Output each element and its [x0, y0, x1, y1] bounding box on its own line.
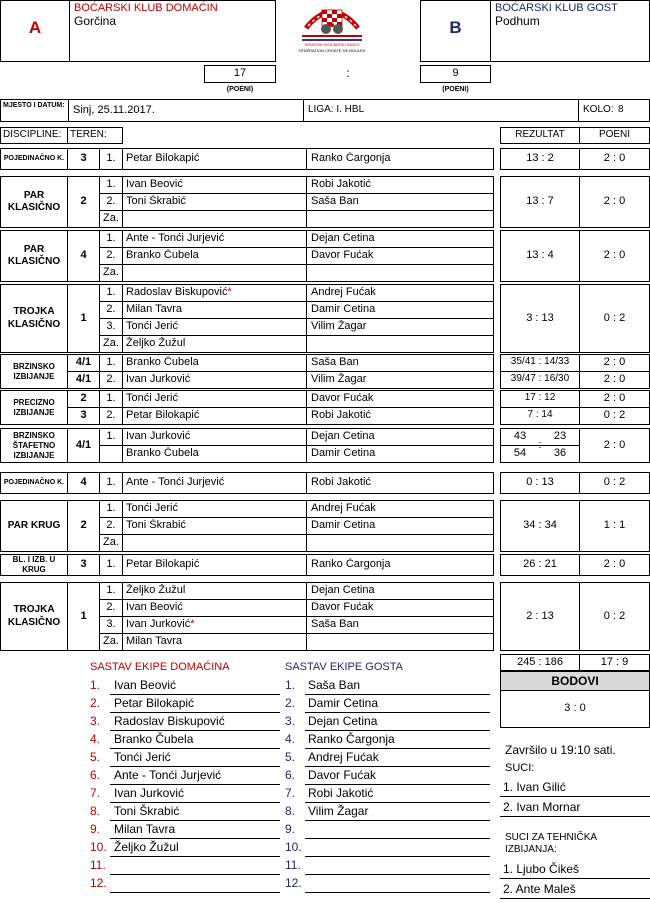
signature-line: [305, 856, 490, 857]
signature-line: [110, 784, 280, 785]
roster-number: 10.: [90, 840, 107, 854]
roster-number: 5.: [90, 750, 101, 764]
teren-value: 4/1: [75, 373, 92, 385]
away-player-name: Ranko Čargonja: [311, 152, 391, 164]
home-club-name: Gorčina: [74, 14, 117, 28]
signature-line: [110, 766, 280, 767]
player-slot-number: 1.: [106, 430, 116, 442]
roster-number: 4.: [285, 732, 296, 746]
away-player-name: Saša Ban: [311, 195, 359, 207]
signature-line: [305, 730, 490, 731]
player-slot-number: 1.: [106, 232, 116, 244]
player-slot-number: 2.: [106, 195, 116, 207]
home-player-name: Ante - Tonći Jurjević: [126, 476, 225, 488]
teren-value: 4/1: [75, 438, 92, 451]
home-player-name: Radoslav Biskupović*: [126, 286, 232, 298]
away-player-name: Davor Fućak: [311, 601, 374, 613]
row-divider: [99, 616, 494, 617]
roster-number: 2.: [285, 696, 296, 710]
tech-judge-2: 2. Ante Maleš: [503, 882, 576, 896]
away-club-name: Podhum: [495, 14, 540, 28]
roster-number: 5.: [285, 750, 296, 764]
away-player-name: Robi Jakotić: [311, 409, 371, 421]
row-divider: [99, 210, 494, 211]
home-player-name: Željko Žužul: [126, 584, 186, 596]
away-player-name: Robi Jakotić: [311, 476, 371, 488]
signature-line: [110, 820, 280, 821]
away-player-name: Robi Jakotić: [311, 178, 371, 190]
away-player-name: Andrej Fućak: [311, 286, 376, 298]
discipline-label: PAR KLASIČNO: [0, 176, 68, 228]
result-value: 35/41 : 14/33: [510, 356, 570, 367]
away-player-name: Saša Ban: [311, 356, 359, 368]
finish-time: Završilo u 19:10 sati.: [505, 743, 616, 757]
away-player-name: Saša Ban: [311, 618, 359, 630]
points-value: 0 : 2: [603, 409, 626, 421]
teren-value: 1: [80, 609, 87, 622]
roster-player-name: Željko Žužul: [114, 840, 179, 854]
player-slot-number: 1.: [106, 476, 116, 488]
roster-player-name: Tonći Jerić: [114, 750, 171, 764]
home-player-name: Ivan Beović: [126, 178, 183, 190]
home-player-name: Ivan Jurković: [126, 373, 191, 385]
row-divider: [99, 599, 494, 600]
points-value: 2 : 0: [603, 438, 626, 451]
disc-header-label: DISCIPLINE:: [3, 129, 62, 140]
total-poeni: 17 : 9: [600, 656, 629, 668]
player-slot-number: 2.: [106, 249, 116, 261]
signature-line: [110, 892, 280, 893]
home-letter: A: [28, 18, 42, 37]
points-value: 2 : 0: [603, 356, 626, 368]
tech-judge-1: 1. Ljubo Čikeš: [503, 862, 580, 876]
result-value: 23: [553, 430, 567, 442]
roster-number: 11.: [90, 858, 106, 872]
home-player-name: Milan Tavra: [126, 303, 183, 315]
away-player-name: Vilim Žagar: [311, 373, 367, 385]
result-value: 13 : 7: [526, 195, 554, 207]
discipline-label: POJEDINAČNO K.: [0, 472, 68, 494]
signature-line: [305, 694, 490, 695]
roster-number: 6.: [90, 768, 101, 782]
discipline-label: TROJKA KLASIČNO: [0, 284, 68, 353]
judge-2: 2. Ivan Mornar: [503, 800, 581, 814]
away-letter: B: [449, 18, 462, 37]
substitution-marker: *: [190, 618, 195, 630]
column-divider: [306, 500, 307, 552]
away-roster-title: SASTAV EKIPE GOSTA: [285, 661, 403, 673]
signature-line: [305, 838, 490, 839]
player-slot-number: 1.: [106, 584, 116, 596]
row-divider: [99, 264, 494, 265]
teren-value: 2: [80, 519, 87, 531]
roster-number: 9.: [90, 822, 101, 836]
discipline-label: PAR KRUG: [0, 500, 68, 552]
home-club-label: BOĆARSKI KLUB DOMAĆIN: [74, 2, 218, 14]
row-divider: [99, 318, 494, 319]
roster-number: 7.: [90, 786, 101, 800]
player-slot-number: 2.: [106, 409, 116, 421]
player-slot-number: 1.: [106, 392, 116, 404]
judge-1: 1. Ivan Gilić: [503, 780, 566, 794]
player-slot-number: Za.: [103, 337, 119, 349]
teren-value: 3: [80, 152, 87, 164]
teren-value: 2: [80, 392, 87, 404]
signature-line: [110, 748, 280, 749]
signature-line: [305, 712, 490, 713]
row-divider: [99, 335, 494, 336]
signature-line: [305, 766, 490, 767]
discipline-label: PAR KLASIČNO: [0, 230, 68, 282]
roster-player-name: Ivan Jurković: [114, 786, 185, 800]
away-player-name: Dejan Cetina: [311, 584, 375, 596]
row-divider: [99, 534, 494, 535]
player-slot-number: Za.: [103, 536, 119, 548]
substitution-marker: *: [227, 286, 232, 298]
player-slot-number: 2.: [106, 519, 116, 531]
points-value: 2 : 0: [603, 152, 626, 164]
discipline-label: TROJKA KLASIČNO: [0, 582, 68, 651]
result-value: 3 : 13: [526, 311, 554, 324]
result-value: 26 : 21: [523, 558, 557, 570]
roster-player-name: Radoslav Biskupović: [114, 714, 225, 728]
row-divider: [99, 301, 494, 302]
kolo-label: KOLO:: [583, 104, 614, 115]
roster-player-name: Toni Škrabić: [114, 804, 180, 818]
bodovi-label: BODOVI: [551, 674, 599, 688]
federation-logo: [296, 2, 368, 60]
roster-number: 2.: [90, 696, 101, 710]
roster-player-name: Milan Tavra: [114, 822, 176, 836]
row-divider: [99, 517, 494, 518]
result-value: 17 : 12: [524, 392, 556, 403]
teren-value: 3: [80, 558, 87, 570]
roster-player-name: Robi Jakotić: [308, 786, 374, 800]
player-slot-number: Za.: [103, 266, 119, 278]
player-slot-number: 1.: [106, 178, 116, 190]
points-value: 1 : 1: [603, 519, 626, 531]
roster-number: 3.: [285, 714, 296, 728]
discipline-label: BRZINSKO IZBIJANJE: [0, 354, 68, 389]
away-score: 9: [452, 67, 459, 79]
points-value: 0 : 2: [603, 476, 626, 488]
away-player-name: Damir Cetina: [311, 303, 376, 315]
column-divider: [306, 230, 307, 282]
result-value: 13 : 4: [526, 249, 554, 261]
away-player-name: Davor Fućak: [311, 249, 374, 261]
signature-line: [110, 712, 280, 713]
signature-line: [110, 802, 280, 803]
discipline-label: POJEDINAČNO K.: [0, 148, 68, 170]
roster-number: 7.: [285, 786, 296, 800]
player-slot-number: 1.: [106, 558, 116, 570]
away-player-name: Dejan Cetina: [311, 430, 375, 442]
signature-line: [305, 748, 490, 749]
player-slot-number: 3.: [106, 618, 116, 630]
points-value: 2 : 0: [603, 373, 626, 385]
result-value: 36: [553, 447, 567, 459]
signature-line: [110, 874, 280, 875]
away-poeni-label: (POENI): [442, 86, 469, 93]
away-club-label: BOĆARSKI KLUB GOST: [495, 2, 618, 14]
result-value: 7 : 14: [527, 409, 553, 420]
row-divider: [99, 247, 494, 248]
teren-value: 3: [80, 409, 87, 421]
roster-player-name: Dejan Cetina: [308, 714, 378, 728]
home-player-name: Petar Bilokapić: [126, 409, 200, 421]
teren-value: 2: [80, 195, 87, 207]
player-slot-number: Za.: [103, 212, 119, 224]
signature-line: [110, 694, 280, 695]
discipline-label: BL. I IZB. U KRUG: [0, 554, 68, 576]
points-value: 2 : 0: [603, 558, 626, 570]
away-player-name: Damir Cetina: [311, 447, 376, 459]
home-player-name: Ante - Tonći Jurjević: [126, 232, 225, 244]
player-slot-number: 2.: [106, 601, 116, 613]
judges-title: SUCI:: [505, 762, 535, 774]
home-poeni-label: (POENI): [226, 86, 254, 93]
roster-number: 12.: [90, 876, 107, 890]
result-value: 34 : 34: [523, 519, 557, 531]
teren-header-label: TEREN:: [70, 129, 107, 140]
roster-number: 11.: [285, 858, 301, 872]
home-player-name: Branko Čubela: [126, 356, 199, 368]
home-player-name: Branko Čubela: [126, 447, 199, 459]
player-slot-number: 2.: [106, 373, 116, 385]
roster-player-name: Branko Čubela: [114, 732, 194, 746]
roster-number: 1.: [90, 678, 101, 692]
place-label: MJESTO I DATUM:: [3, 102, 65, 109]
signature-line: [110, 856, 280, 857]
home-player-name: Toni Škrabić: [126, 519, 186, 531]
home-player-name: Petar Bilokapić: [126, 558, 200, 570]
away-player-name: Vilim Žagar: [311, 320, 367, 332]
column-divider: [306, 176, 307, 228]
column-divider: [306, 148, 307, 170]
result-value: 0 : 13: [526, 476, 554, 488]
signature-line: [305, 784, 490, 785]
away-player-name: Andrej Fućak: [311, 502, 376, 514]
result-value: 2 : 13: [526, 609, 554, 622]
roster-number: 8.: [90, 804, 101, 818]
teren-value: 4: [80, 476, 87, 488]
points-value: 2 : 0: [603, 195, 626, 207]
row-divider: [99, 633, 494, 634]
roster-player-name: Ivan Beović: [114, 678, 177, 692]
discipline-label: PRECIZNO IZBIJANJE: [0, 390, 68, 425]
away-player-name: Davor Fućak: [311, 392, 374, 404]
teren-value: 4/1: [75, 356, 92, 368]
home-player-name: Ivan Jurković: [126, 430, 191, 442]
roster-number: 9.: [285, 822, 296, 836]
player-slot-number: 1.: [106, 286, 116, 298]
roster-player-name: Ante - Tonći Jurjević: [114, 768, 222, 782]
roster-number: 8.: [285, 804, 296, 818]
teren-box: [67, 390, 100, 425]
roster-player-name: Saša Ban: [308, 678, 361, 692]
roster-number: 3.: [90, 714, 101, 728]
away-player-name: Dejan Cetina: [311, 232, 375, 244]
points-value: 2 : 0: [603, 249, 626, 261]
roster-player-name: Ranko Čargonja: [308, 732, 395, 746]
place-value: Sinj, 25.11.2017.: [73, 104, 155, 116]
home-player-name: Branko Čubela: [126, 249, 199, 261]
player-slot-number: 1.: [106, 356, 116, 368]
signature-line: [305, 802, 490, 803]
home-player-name: Željko Žužul: [126, 337, 186, 349]
roster-number: 10.: [285, 840, 302, 854]
roster-number: 6.: [285, 768, 296, 782]
home-player-name: Petar Bilokapić: [126, 152, 200, 164]
teren-value: 4: [80, 249, 87, 261]
liga-label: LIGA: I. HBL: [308, 104, 365, 115]
row-divider: [99, 193, 494, 194]
home-player-name: Ivan Jurković*: [126, 618, 195, 630]
result-value: 43: [513, 430, 527, 442]
roster-player-name: Davor Fućak: [308, 768, 377, 782]
home-player-name: Tonći Jerić: [126, 320, 178, 332]
home-player-name: Ivan Beović: [126, 601, 183, 613]
poeni-header-label: POENI: [598, 129, 631, 140]
points-value: 2 : 0: [603, 392, 626, 404]
total-rezultat: 245 : 186: [517, 656, 563, 668]
signature-line: [110, 730, 280, 731]
row-divider: [99, 407, 494, 408]
result-value: 39/47 : 16/30: [510, 373, 570, 384]
row-divider: [99, 445, 494, 446]
player-slot-number: 2.: [106, 303, 116, 315]
teren-box: [67, 354, 100, 389]
tech-judges-title: SUCI ZA TEHNIČKA IZBIJANJA:: [505, 832, 597, 855]
player-slot-number: 1.: [106, 152, 116, 164]
away-player-name: Ranko Čargonja: [311, 558, 391, 570]
signature-line: [305, 892, 490, 893]
roster-player-name: Andrej Fućak: [308, 750, 379, 764]
roster-player-name: Damir Cetina: [308, 696, 379, 710]
column-divider: [306, 472, 307, 494]
home-score: 17: [233, 67, 247, 79]
home-player-name: Milan Tavra: [126, 635, 183, 647]
result-value: 13 : 2: [526, 152, 554, 164]
result-value: 54: [513, 447, 527, 459]
home-player-name: Tonći Jerić: [126, 392, 178, 404]
row-divider: [500, 445, 580, 446]
roster-number: 1.: [285, 678, 296, 692]
signature-line: [110, 838, 280, 839]
bodovi-value: 3 : 0: [564, 702, 586, 714]
points-value: 0 : 2: [603, 311, 626, 324]
score-separator: :: [346, 66, 350, 80]
kolo-value: 8: [618, 104, 624, 115]
logo-text-2: FÉDÉRATION CROATE DE BOULES: [298, 48, 366, 53]
player-slot-number: 3.: [106, 320, 116, 332]
player-slot-number: Za.: [103, 635, 119, 647]
home-roster-title: SASTAV EKIPE DOMAĆINA: [90, 661, 230, 673]
discipline-label: BRZINSKO ŠTAFETNO IZBIJANJE: [0, 428, 68, 463]
signature-line: [305, 874, 490, 875]
roster-player-name: Vilim Žagar: [308, 804, 369, 818]
away-player-name: Damir Cetina: [311, 519, 376, 531]
player-slot-number: 1.: [106, 502, 116, 514]
roster-player-name: Petar Bilokapić: [114, 696, 195, 710]
signature-line: [305, 820, 490, 821]
roster-number: 4.: [90, 732, 101, 746]
rezultat-header-label: REZULTAT: [515, 129, 565, 140]
home-player-name: Tonći Jerić: [126, 502, 178, 514]
teren-value: 1: [80, 311, 87, 324]
column-divider: [306, 554, 307, 576]
home-player-name: Toni Škrabić: [126, 195, 186, 207]
logo-text-1: HRVATSKI BOĆARSKI SAVEZ: [304, 42, 360, 47]
points-value: 0 : 2: [603, 609, 626, 622]
roster-number: 12.: [285, 876, 302, 890]
row-divider: [99, 371, 494, 372]
